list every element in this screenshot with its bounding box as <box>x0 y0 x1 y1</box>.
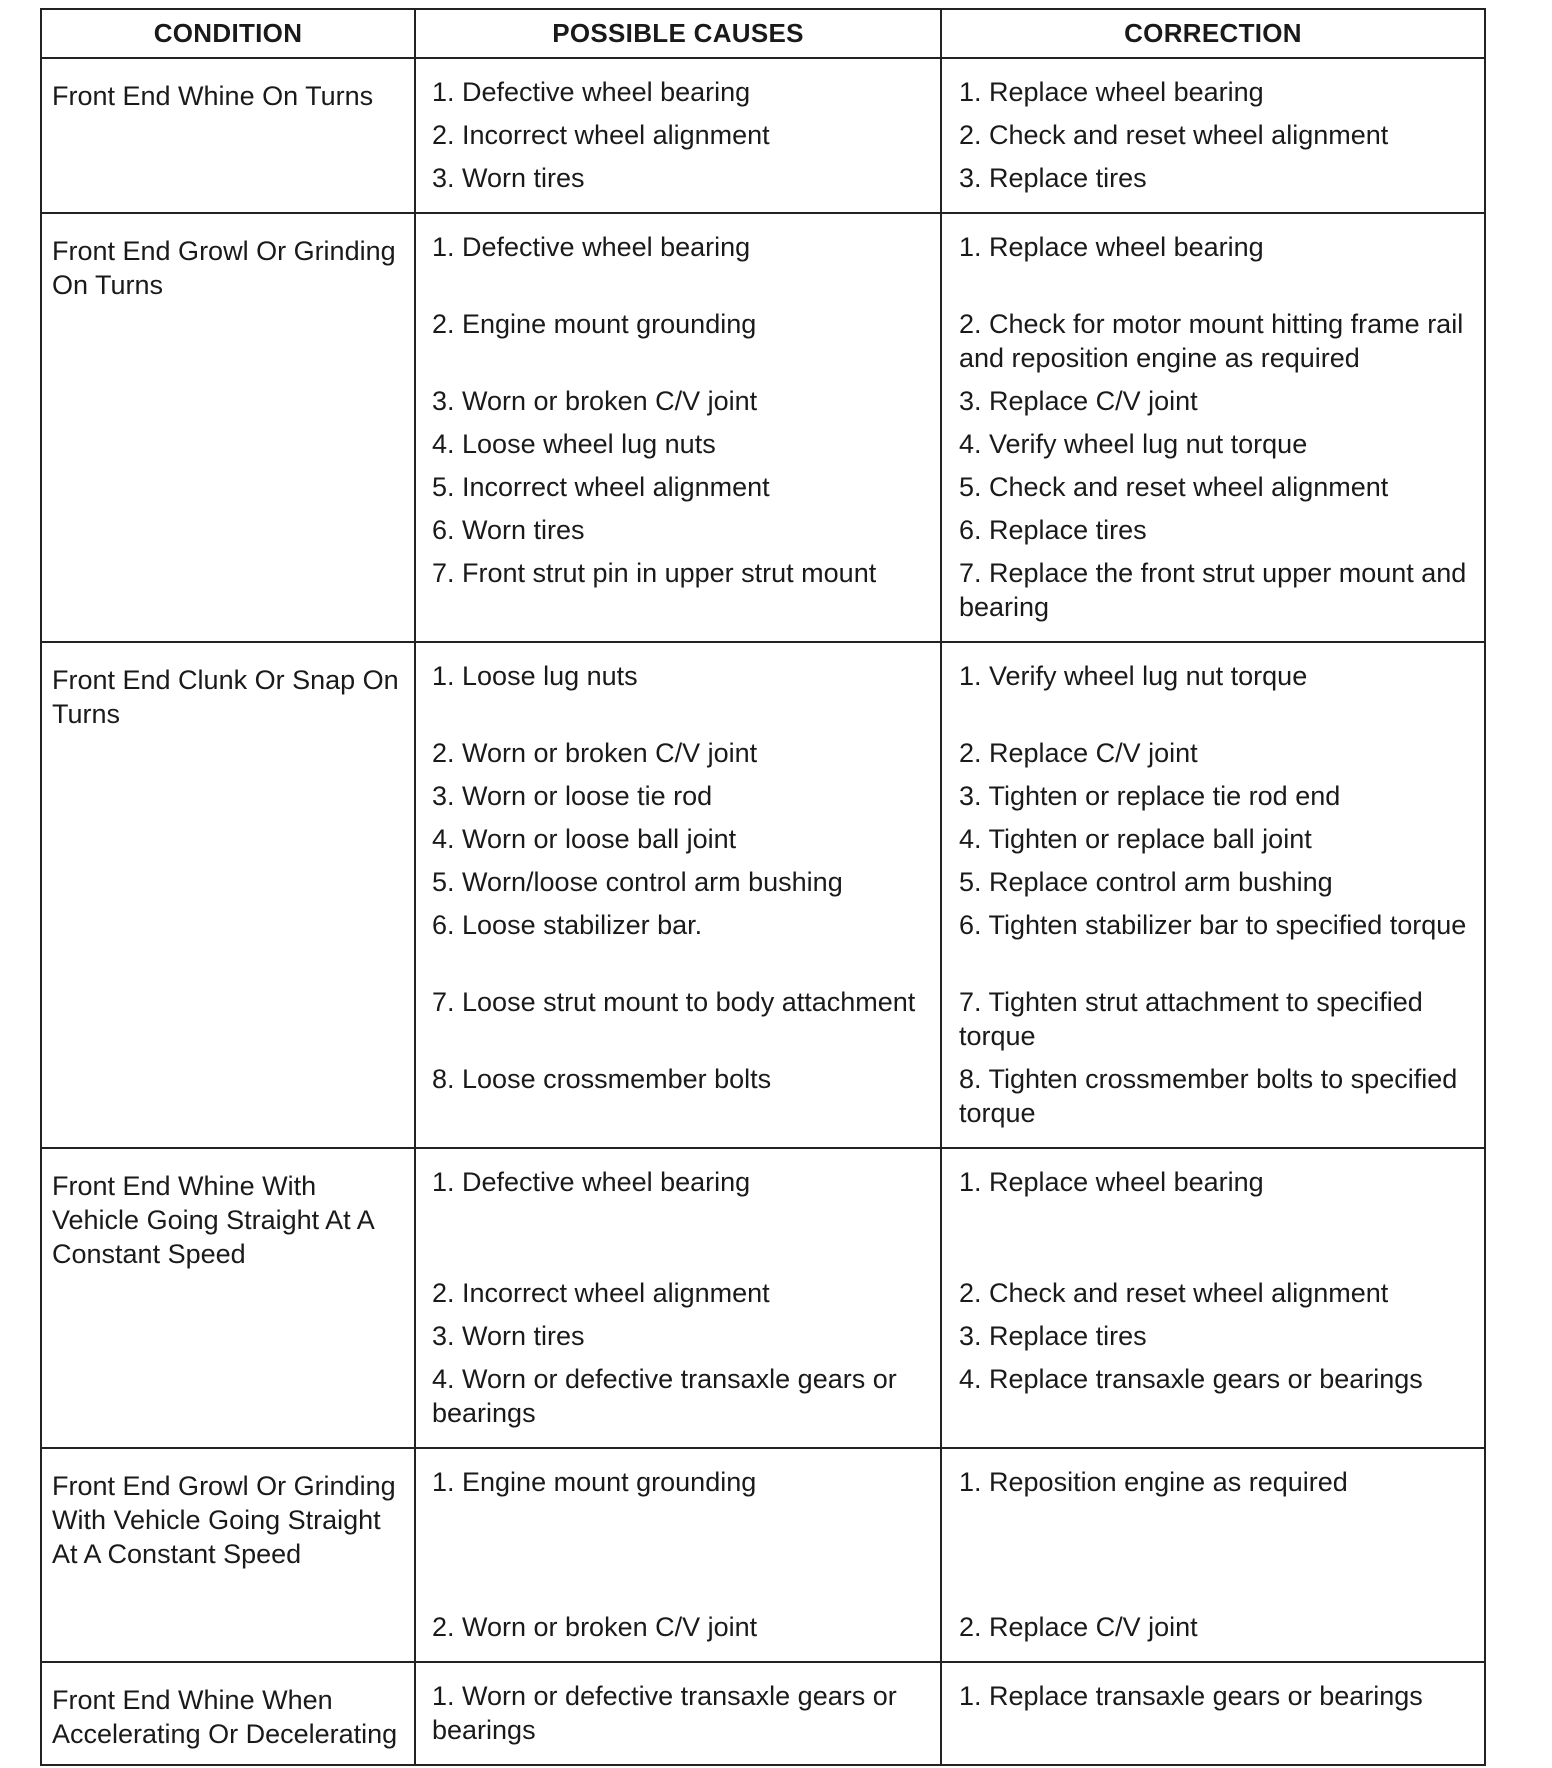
cause-item: 3. Worn tires <box>432 163 585 193</box>
cause-item: 2. Incorrect wheel alignment <box>432 120 770 150</box>
cause-item: 2. Incorrect wheel alignment <box>432 1278 770 1308</box>
correction-item: 3. Replace C/V joint <box>959 386 1198 416</box>
cause-item: 1. Defective wheel bearing <box>432 232 751 262</box>
correction-cell <box>941 58 1485 213</box>
condition-cell <box>41 1148 415 1448</box>
cause-item: 3. Worn tires <box>432 1321 585 1351</box>
condition-text: Front End Growl Or Grinding With Vehicle Going Straight At A Constant Speed <box>52 1471 396 1569</box>
cause-item: 1. Loose lug nuts <box>432 661 638 691</box>
condition-cell <box>41 1662 415 1765</box>
causes-cell <box>415 1448 941 1662</box>
cause-item: 5. Incorrect wheel alignment <box>432 472 770 502</box>
table-row <box>41 213 1485 642</box>
condition-cell <box>41 213 415 642</box>
condition-text: Front End Growl Or Grinding On Turns <box>52 236 396 300</box>
correction-item: 1. Replace transaxle gears or bearings <box>959 1681 1423 1711</box>
correction-item: 7. Replace the front strut upper mount and bearing <box>959 558 1467 622</box>
correction-item: 5. Replace control arm bushing <box>959 867 1333 897</box>
table-body <box>41 58 1485 1765</box>
correction-item: 3. Replace tires <box>959 1321 1147 1351</box>
condition-text: Front End Clunk Or Snap On Turns <box>52 665 399 729</box>
cause-item: 1. Defective wheel bearing <box>432 1167 751 1197</box>
condition-cell <box>41 1448 415 1662</box>
correction-item: 4. Replace transaxle gears or bearings <box>959 1364 1423 1394</box>
cause-item: 2. Worn or broken C/V joint <box>432 1612 758 1642</box>
causes-cell <box>415 1662 941 1765</box>
cause-item: 1. Engine mount grounding <box>432 1467 757 1497</box>
correction-item: 6. Tighten stabilizer bar to specified torque <box>959 910 1467 940</box>
correction-item: 2. Check and reset wheel alignment <box>959 120 1389 150</box>
cause-item: 4. Loose wheel lug nuts <box>432 429 716 459</box>
correction-item: 3. Replace tires <box>959 163 1147 193</box>
correction-item: 7. Tighten strut attachment to specified torque <box>959 987 1423 1051</box>
header-correction: CORRECTION <box>941 9 1485 58</box>
table-row <box>41 1448 1485 1662</box>
cause-item: 3. Worn or broken C/V joint <box>432 386 758 416</box>
correction-item: 2. Replace C/V joint <box>959 738 1198 768</box>
correction-item: 2. Check and reset wheel alignment <box>959 1278 1389 1308</box>
causes-cell <box>415 213 941 642</box>
cause-item: 6. Loose stabilizer bar. <box>432 910 703 940</box>
cause-item: 2. Engine mount grounding <box>432 309 757 339</box>
cause-item: 3. Worn or loose tie rod <box>432 781 713 811</box>
cause-item: 7. Front strut pin in upper strut mount <box>432 558 877 588</box>
cause-item: 1. Defective wheel bearing <box>432 77 751 107</box>
cause-item: 2. Worn or broken C/V joint <box>432 738 758 768</box>
correction-item: 1. Verify wheel lug nut torque <box>959 661 1308 691</box>
cause-item: 4. Worn or defective transaxle gears or bearings <box>432 1364 897 1428</box>
correction-item: 6. Replace tires <box>959 515 1147 545</box>
diagnosis-table <box>40 8 1486 1766</box>
correction-cell <box>941 213 1485 642</box>
correction-cell <box>941 1448 1485 1662</box>
header-possible-causes: POSSIBLE CAUSES <box>415 9 941 58</box>
condition-text: Front End Whine When Accelerating Or Decelerating <box>52 1685 398 1749</box>
correction-item: 1. Replace wheel bearing <box>959 232 1264 262</box>
correction-item: 5. Check and reset wheel alignment <box>959 472 1389 502</box>
correction-item: 1. Replace wheel bearing <box>959 1167 1264 1197</box>
cause-item: 7. Loose strut mount to body attachment <box>432 987 916 1017</box>
header-row <box>41 9 1485 58</box>
correction-cell <box>941 642 1485 1148</box>
cause-item: 8. Loose crossmember bolts <box>432 1064 772 1094</box>
table-row <box>41 58 1485 213</box>
condition-text: Front End Whine With Vehicle Going Straight At A Constant Speed <box>52 1171 374 1269</box>
table-row <box>41 1148 1485 1448</box>
causes-cell <box>415 642 941 1148</box>
correction-item: 2. Replace C/V joint <box>959 1612 1198 1642</box>
cause-item: 5. Worn/loose control arm bushing <box>432 867 843 897</box>
condition-cell <box>41 58 415 213</box>
correction-item: 8. Tighten crossmember bolts to specified torque <box>959 1064 1458 1128</box>
correction-item: 4. Verify wheel lug nut torque <box>959 429 1308 459</box>
causes-cell <box>415 58 941 213</box>
header-condition: CONDITION <box>41 9 415 58</box>
correction-item: 4. Tighten or replace ball joint <box>959 824 1312 854</box>
correction-cell <box>941 1662 1485 1765</box>
causes-cell <box>415 1148 941 1448</box>
correction-item: 1. Replace wheel bearing <box>959 77 1264 107</box>
cause-item: 6. Worn tires <box>432 515 585 545</box>
correction-item: 1. Reposition engine as required <box>959 1467 1348 1497</box>
table-row <box>41 642 1485 1148</box>
correction-cell <box>941 1148 1485 1448</box>
table-row <box>41 1662 1485 1765</box>
correction-item: 2. Check for motor mount hitting frame rail and reposition engine as required <box>959 309 1464 373</box>
cause-item: 4. Worn or loose ball joint <box>432 824 737 854</box>
condition-cell <box>41 642 415 1148</box>
correction-item: 3. Tighten or replace tie rod end <box>959 781 1341 811</box>
condition-text: Front End Whine On Turns <box>52 81 374 111</box>
cause-item: 1. Worn or defective transaxle gears or bearings <box>432 1681 897 1745</box>
